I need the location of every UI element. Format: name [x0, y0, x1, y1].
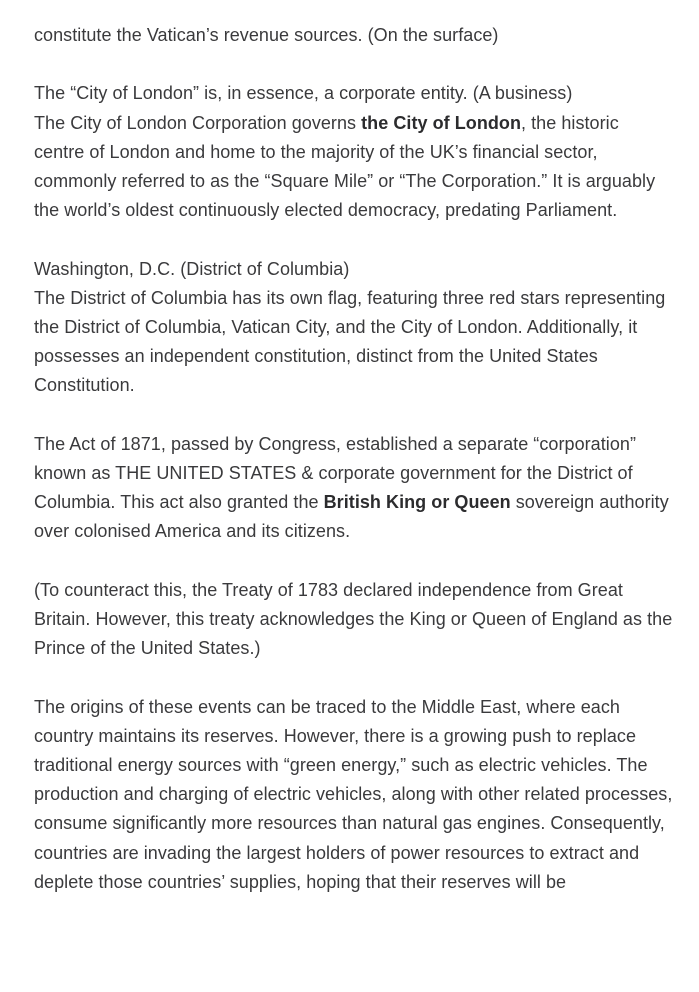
paragraph-city-of-london-intro: The “City of London” is, in essence, a corporate entity. (A business) [34, 83, 573, 104]
paragraph-act-of-1871-bold: British King or Queen [323, 492, 511, 513]
paragraph-city-of-london-bold: the City of London [361, 112, 522, 133]
paragraph-washington-dc-body: The District of Columbia has its own flag, featuring three red stars representing the District of Columbia, Vatican City, and the City of London. Additionally, it possesses an independent constitution, distinct from the United States Constitution. [34, 287, 666, 396]
article-body [34, 21, 674, 897]
paragraph-city-of-london [34, 79, 674, 225]
paragraph-act-of-1871 [34, 430, 674, 547]
paragraph-washington-dc-heading: Washington, D.C. (District of Columbia) [34, 258, 350, 279]
paragraph-city-of-london-text-c: , the historic centre of London and home to the majority of the UK’s financial sector, commonly referred to as the “Square Mile” or “The Corporation.” It is arguably the world’s oldest continuously elected democracy, predating Parliament. [34, 112, 656, 221]
paragraph-middle-east-origins: The origins of these events can be traced to the Middle East, where each country maintains its reserves. However, there is a growing push to replace traditional energy sources with “green energy,” such as electric vehicles. The production and charging of electric vehicles, along with other related processes, consume significantly more resources than natural gas engines. Consequently, countries are invading the largest holders of power resources to extract and deplete those countries’ supplies, hoping that their reserves will be [34, 696, 673, 892]
paragraph-vatican-revenue: constitute the Vatican’s revenue sources. (On the surface) [34, 25, 499, 45]
paragraph-act-of-1871-text-a: The Act of 1871, passed by Congress, established a separate “corporation” known as THE UNITED STATES & corporate government for the District of Columbia. This act also granted the [34, 433, 636, 513]
paragraph-city-of-london-text-a: The City of London Corporation governs [34, 112, 362, 133]
paragraph-act-of-1871-text-c: sovereign authority over colonised America and its citizens. [34, 492, 669, 542]
paragraph-washington-dc [34, 255, 674, 401]
paragraph-treaty-1783: (To counteract this, the Treaty of 1783 declared independence from Great Britain. However, this treaty acknowledges the King or Queen of England as the Prince of the United States.) [34, 579, 673, 659]
